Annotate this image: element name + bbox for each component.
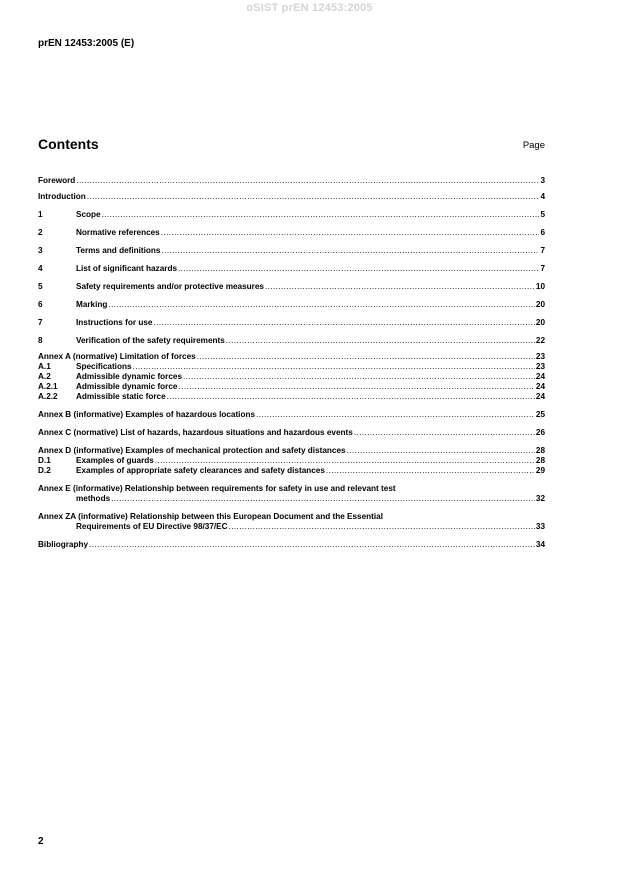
toc-entry-annex-e-cont[interactable]: [38, 494, 545, 504]
toc-entry-bibliography[interactable]: [38, 540, 545, 550]
toc-entry-4[interactable]: [38, 264, 545, 274]
toc-entry-title: Annex A (normative) Limitation of forces: [38, 352, 196, 361]
toc-entry-annex-za-cont[interactable]: [38, 522, 545, 532]
toc-entry-title: Terms and definitions: [76, 246, 161, 255]
toc-entry-title: List of significant hazards: [76, 264, 177, 273]
toc-entry-title: Admissible dynamic force: [76, 382, 178, 391]
toc-entry-title: Annex C (normative) List of hazards, hazardous situations and hazardous events: [38, 428, 353, 437]
toc-entry-d-2[interactable]: [38, 466, 545, 476]
toc-entry-title: Introduction: [38, 192, 86, 201]
toc-entry-annex-b[interactable]: [38, 410, 545, 420]
toc-entry-title: Foreword: [38, 176, 76, 185]
watermark: oSIST prEN 12453:2005: [246, 2, 373, 14]
toc-entry-title: Admissible dynamic forces: [76, 372, 183, 381]
toc-entry-a-1[interactable]: [38, 362, 545, 372]
toc-entry-annex-za[interactable]: [38, 512, 545, 522]
toc-entry-page: 29: [535, 466, 545, 475]
toc-entry-page: 7: [540, 264, 545, 273]
toc-entry-page: 22: [535, 336, 545, 345]
toc-entry-title: Annex D (informative) Examples of mechanical protection and safety distances: [38, 446, 346, 455]
table-of-contents: [38, 176, 545, 550]
toc-entry-annex-e[interactable]: [38, 484, 545, 494]
toc-entry-page: 23: [535, 352, 545, 361]
toc-entry-annex-a[interactable]: [38, 352, 545, 362]
document-header: prEN 12453:2005 (E): [38, 38, 135, 49]
toc-entry-page: 10: [535, 282, 545, 291]
toc-entry-3[interactable]: [38, 246, 545, 256]
toc-entry-number: 2: [38, 228, 43, 237]
toc-entry-number: A.2: [38, 372, 51, 381]
toc-entry-page: 5: [540, 210, 545, 219]
toc-entry-page: 6: [540, 228, 545, 237]
toc-entry-introduction[interactable]: [38, 192, 545, 202]
toc-entry-title: Safety requirements and/or protective measures: [76, 282, 264, 291]
toc-entry-number: 8: [38, 336, 43, 345]
toc-entry-page: 28: [535, 456, 545, 465]
toc-entry-title: Bibliography: [38, 540, 89, 549]
toc-entry-page: 32: [535, 494, 545, 503]
toc-entry-page: 23: [535, 362, 545, 371]
toc-entry-title: Admissible static force: [76, 392, 166, 401]
contents-title: Contents: [38, 136, 99, 152]
toc-entry-foreword[interactable]: [38, 176, 545, 186]
toc-entry-number: D.2: [38, 466, 51, 475]
toc-entry-annex-d[interactable]: [38, 446, 545, 456]
toc-entry-page: 20: [535, 318, 545, 327]
toc-entry-2[interactable]: [38, 228, 545, 238]
toc-entry-title: Scope: [76, 210, 101, 219]
toc-entry-page: 34: [535, 540, 545, 549]
toc-entry-1[interactable]: [38, 210, 545, 220]
toc-entry-number: 4: [38, 264, 43, 273]
page-column-label: Page: [522, 140, 545, 151]
toc-entry-page: 24: [535, 382, 545, 391]
toc-entry-title: Annex ZA (informative) Relationship between this European Document and the Essential: [38, 512, 383, 521]
toc-entry-a-2-1[interactable]: [38, 382, 545, 392]
toc-entry-title: Specifications: [76, 362, 132, 371]
toc-entry-number: A.2.1: [38, 382, 58, 391]
toc-entry-title: Normative references: [76, 228, 160, 237]
toc-entry-number: A.2.2: [38, 392, 58, 401]
toc-entry-page: 24: [535, 392, 545, 401]
toc-entry-title-continued: methods: [76, 494, 111, 503]
toc-entry-a-2-2[interactable]: [38, 392, 545, 402]
toc-entry-6[interactable]: [38, 300, 545, 310]
toc-entry-page: 25: [535, 410, 545, 419]
toc-entry-page: 28: [535, 446, 545, 455]
toc-entry-number: 6: [38, 300, 43, 309]
toc-entry-d-1[interactable]: [38, 456, 545, 466]
toc-entry-title: Verification of the safety requirements: [76, 336, 225, 345]
toc-entry-page: 24: [535, 372, 545, 381]
toc-entry-page: 26: [535, 428, 545, 437]
page-number: 2: [38, 836, 44, 847]
toc-entry-7[interactable]: [38, 318, 545, 328]
toc-entry-5[interactable]: [38, 282, 545, 292]
toc-entry-number: D.1: [38, 456, 51, 465]
toc-entry-8[interactable]: [38, 336, 545, 346]
toc-entry-title: Instructions for use: [76, 318, 153, 327]
toc-entry-a-2[interactable]: [38, 372, 545, 382]
toc-entry-title: Annex E (informative) Relationship between requirements for safety in use and relevant test: [38, 484, 396, 493]
toc-entry-number: 1: [38, 210, 43, 219]
toc-entry-page: 3: [540, 176, 545, 185]
toc-entry-page: 7: [540, 246, 545, 255]
toc-entry-title-continued: Requirements of EU Directive 98/37/EC: [76, 522, 228, 531]
toc-entry-title: Marking: [76, 300, 108, 309]
toc-entry-number: A.1: [38, 362, 51, 371]
toc-entry-page: 20: [535, 300, 545, 309]
toc-entry-annex-c[interactable]: [38, 428, 545, 438]
toc-entry-title: Annex B (informative) Examples of hazardous locations: [38, 410, 256, 419]
toc-entry-title: Examples of appropriate safety clearances and safety distances: [76, 466, 325, 475]
toc-entry-number: 3: [38, 246, 43, 255]
toc-entry-number: 5: [38, 282, 43, 291]
toc-entry-page: 4: [540, 192, 545, 201]
toc-entry-title: Examples of guards: [76, 456, 154, 465]
toc-entry-page: 33: [535, 522, 545, 531]
toc-entry-number: 7: [38, 318, 43, 327]
